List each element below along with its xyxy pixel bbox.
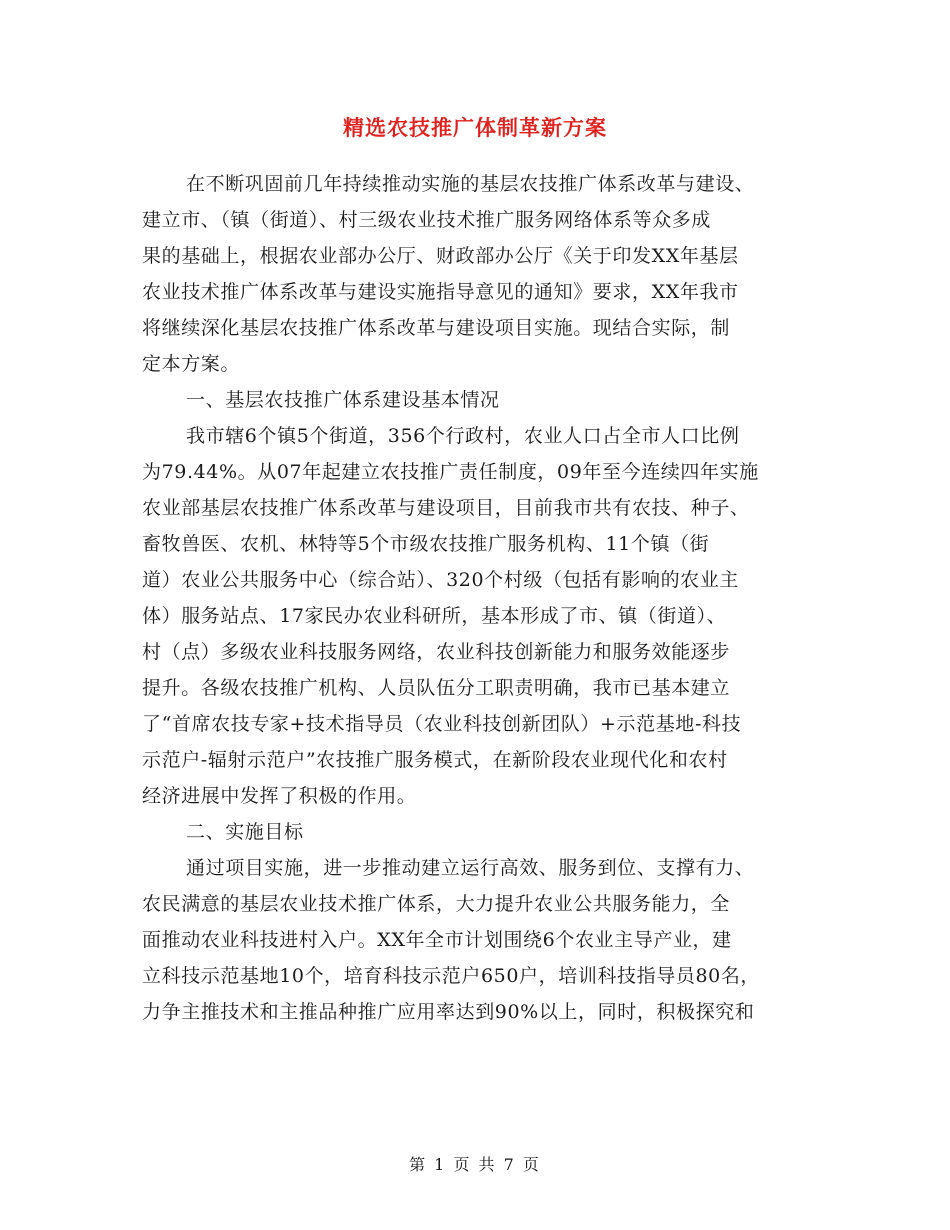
- text-line: 果的基础上，根据农业部办公厅、财政部办公厅《关于印发XX年基层: [142, 245, 739, 267]
- page-footer: 第 1 页 共 7 页: [409, 1155, 541, 1174]
- text-line: 通过项目实施，进一步推动建立运行高效、服务到位、支撑有力、: [186, 857, 755, 879]
- text-line: 定本方案。: [142, 353, 241, 375]
- text-line: 农业技术推广体系改革与建设实施指导意见的通知》要求，XX年我市: [142, 281, 739, 303]
- text-line: 建立市、（镇（街道）、村三级农业技术推广服务网络体系等众多成: [142, 209, 712, 231]
- text-line: 体）服务站点、17家民办农业科研所，基本形成了市、镇（街道）、: [142, 605, 727, 627]
- text-line: 示范户-辐射示范户”农技推广服务模式，在新阶段农业现代化和农村: [142, 749, 728, 771]
- text-line: 经济进展中发挥了积极的作用。: [142, 785, 417, 807]
- text-line: 农民满意的基层农业技术推广体系，大力提升农业公共服务能力，全: [142, 893, 731, 915]
- text-line: 二、实施目标: [186, 821, 304, 843]
- text-line: 我市辖6个镇5个街道，356个行政村，农业人口占全市人口比例: [186, 425, 740, 447]
- text-line: 立科技示范基地10个，培育科技示范户650户，培训科技指导员80名，: [142, 965, 761, 987]
- document-body: [142, 166, 812, 1030]
- text-line: 将继续深化基层农技推广体系改革与建设项目实施。现结合实际，制: [142, 317, 731, 339]
- text-line: 农业部基层农技推广体系改革与建设项目，目前我市共有农技、种子、: [142, 497, 750, 519]
- text-line: 道）农业公共服务中心（综合站）、320个村级（包括有影响的农业主: [142, 569, 739, 591]
- text-line: 面推动农业科技进村入户。XX年全市计划围绕6个农业主导产业，建: [142, 929, 732, 951]
- text-line: 为79.44%。从07年起建立农技推广责任制度，09年至今连续四年实施: [142, 461, 759, 483]
- document-title: 精选农技推广体制革新方案: [343, 116, 607, 140]
- text-line: 在不断巩固前几年持续推动实施的基层农技推广体系改革与建设、: [186, 173, 755, 195]
- text-line: 提升。各级农技推广机构、人员队伍分工职责明确，我市已基本建立: [142, 677, 731, 699]
- text-line: 一、基层农技推广体系建设基本情况: [186, 389, 500, 411]
- text-line: 村（点）多级农业科技服务网络，农业科技创新能力和服务效能逐步: [142, 641, 731, 663]
- text-line: 畜牧兽医、农机、林特等5个市级农技推广服务机构、11个镇（街: [142, 533, 710, 555]
- text-line: 了“首席农技专家+技术指导员（农业科技创新团队）+示范基地-科技: [142, 713, 742, 735]
- text-line: 力争主推技术和主推品种推广应用率达到90%以上，同时，积极探究和: [142, 1001, 755, 1023]
